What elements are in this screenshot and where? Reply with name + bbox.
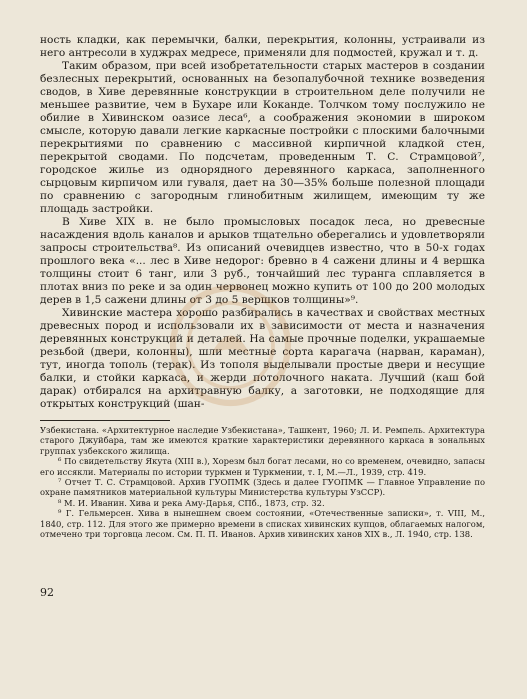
footnote-7: ⁷ Отчет Т. С. Страмцовой. Архив ГУОПМК (Здесь и далее ГУОПМК — Главное Управление по охране памятников материальной культуры Министерства культуры УзССР). [40,477,485,498]
paragraph-timber-supply: В Хиве XIX в. не было промысловых посадок леса, но древесные насаждения вдоль каналов и арыков тщательно оберегались и удовлетворяли запросы строительства⁸. Из описаний очевидцев известно, что в 50-х годах прошлого века «... лес в Хиве недорог: бревно в 4 сажени длины и 4 вершка толщины стоит 6 танг, или 3 руб., тончайший лес туранга сплавляется в плотах вниз по реке и за один червонец можно купить от 100 до 200 молодых дерев в 1,5 сажени длины от 3 до 5 вершков толщины»⁹. [40,216,485,306]
footnote-9: ⁹ Г. Гельмерсен. Хива в нынешнем своем состоянии, «Отечественные записки», т. VIII, М., 1840, стр. 112. Для этого же примерно времени в списках хивинских купцов, облагаемых налогом, отмечено три торговца лесом. См. П. П. Иванов. Архив хивинских ханов XIX в., Л. 1940, стр. 138. [40,508,485,540]
page [40,34,485,539]
paragraph-wood-species: Хивинские мастера хорошо разбирались в качествах и свойствах местных древесных пород и использовали их в зависимости от места и назначения деревянных конструкций и деталей. На самые прочные поделки, украшаемые резьбой (двери, колонны), шли местные сорта карагача (нарван, караман), тут, иногда тополь (терак). Из тополя выделывали простые двери и несущие балки, и стойки каркаса, и жерди потолочного наката. Лучший (каш бой дарак) отбирался на архитравную балку, а заготовки, не подходящие для открытых конструкций (шан- [40,307,485,410]
footnote-divider [40,420,170,421]
body-text [40,34,485,411]
footnotes [40,425,485,539]
footnote-8: ⁸ М. И. Иванин. Хива и река Аму-Дарья, СПб., 1873, стр. 32. [58,497,325,508]
paragraph-continuation: ность кладки, как перемычки, балки, перекрытия, колонны, устраивали из него антресоли в худжрах медресе, применяли для подмостей, кружал и т. д. [40,34,485,59]
page-number: 92 [40,586,54,599]
footnote-continuation: Узбекистана. «Архитектурное наследие Узбекистана», Ташкент, 1960; Л. И. Ремпель. Архитектура старого Джуйбара, там же имеются краткие характеристики деревянного каркаса в зональных группах узбекского жилища. [40,425,485,456]
paragraph-wooden-construction: Таким образом, при всей изобретательности старых мастеров в создании безлесных перекрытий, основанных на безопалубочной технике возведения сводов, в Хиве деревянные конструкции в строительном деле получили не меньшее развитие, чем в Бухаре или Коканде. Толчком тому послужило не обилие в Хивинском оазисе леса⁶, а соображения экономии в широком смысле, которую давали легкие каркасные постройки с плоскими балочными перекрытиями по сравнению с массивной кирпичной кладкой стен, перекрытой сводами. По подсчетам, проведенным Т. С. Страмцовой⁷, городское жилье из однорядного деревянного каркаса, заполненного сырцовым кирпичом или гуваля, дает на 30—35% больше полезной площади по сравнению с загородным глинобитным жилищем, имеющим ту же площадь застройки. [40,60,485,215]
footnote-6: ⁶ По свидетельству Якута (XIII в.), Хорезм был богат лесами, но со временем, очевидно, запасы его иссякли. Материалы по истории туркмен и Туркмении, т. I, М.—Л., 1939, стр. 419. [40,456,485,477]
